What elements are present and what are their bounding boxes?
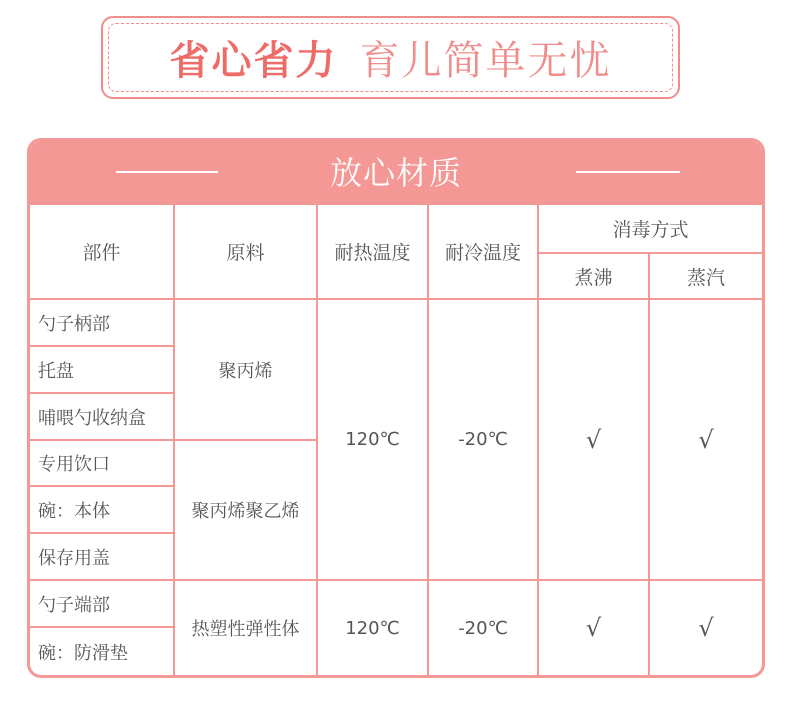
part-cell: 碗：防滑垫	[30, 628, 175, 675]
part-cell: 勺子柄部	[30, 300, 175, 347]
material-cell: 聚丙烯	[175, 300, 318, 441]
material-cell: 聚丙烯聚乙烯	[175, 441, 318, 581]
steam-check: √	[698, 614, 714, 642]
header-right-rule	[576, 171, 680, 173]
slogan-banner-inner	[108, 23, 673, 92]
slogan-primary: 省心省力	[169, 38, 338, 84]
heat-value: 120℃	[318, 581, 429, 675]
boil-check: √	[539, 300, 650, 581]
part-cell: 托盘	[30, 347, 175, 394]
part-cell: 哺喂勺收纳盒	[30, 394, 175, 441]
header-part: 部件	[30, 205, 175, 300]
header-material: 原料	[175, 205, 318, 300]
slogan-banner	[101, 16, 680, 99]
slogan-secondary: 育儿简单无忧	[359, 38, 612, 84]
material-cell: 热塑性弹性体	[175, 581, 318, 675]
card-header	[30, 141, 762, 205]
header-sterilization: 消毒方式	[539, 205, 762, 254]
material-table	[30, 205, 762, 675]
header-heat-resistance: 耐热温度	[318, 205, 429, 300]
header-boil: 煮沸	[539, 254, 650, 300]
heat-value: 120℃	[318, 300, 429, 581]
steam-check: √	[650, 300, 762, 581]
boil-check: √	[539, 581, 650, 675]
header-cold-resistance: 耐冷温度	[429, 205, 539, 300]
part-cell: 专用饮口	[30, 441, 175, 487]
cold-value: -20℃	[429, 300, 539, 581]
cold-value: -20℃	[429, 581, 539, 675]
material-card	[27, 138, 765, 678]
header-steam: 蒸汽	[650, 254, 762, 300]
card-title: 放心材质	[329, 154, 462, 192]
part-cell: 保存用盖	[30, 534, 175, 581]
part-cell: 碗：本体	[30, 487, 175, 534]
part-cell: 勺子端部	[30, 581, 175, 628]
